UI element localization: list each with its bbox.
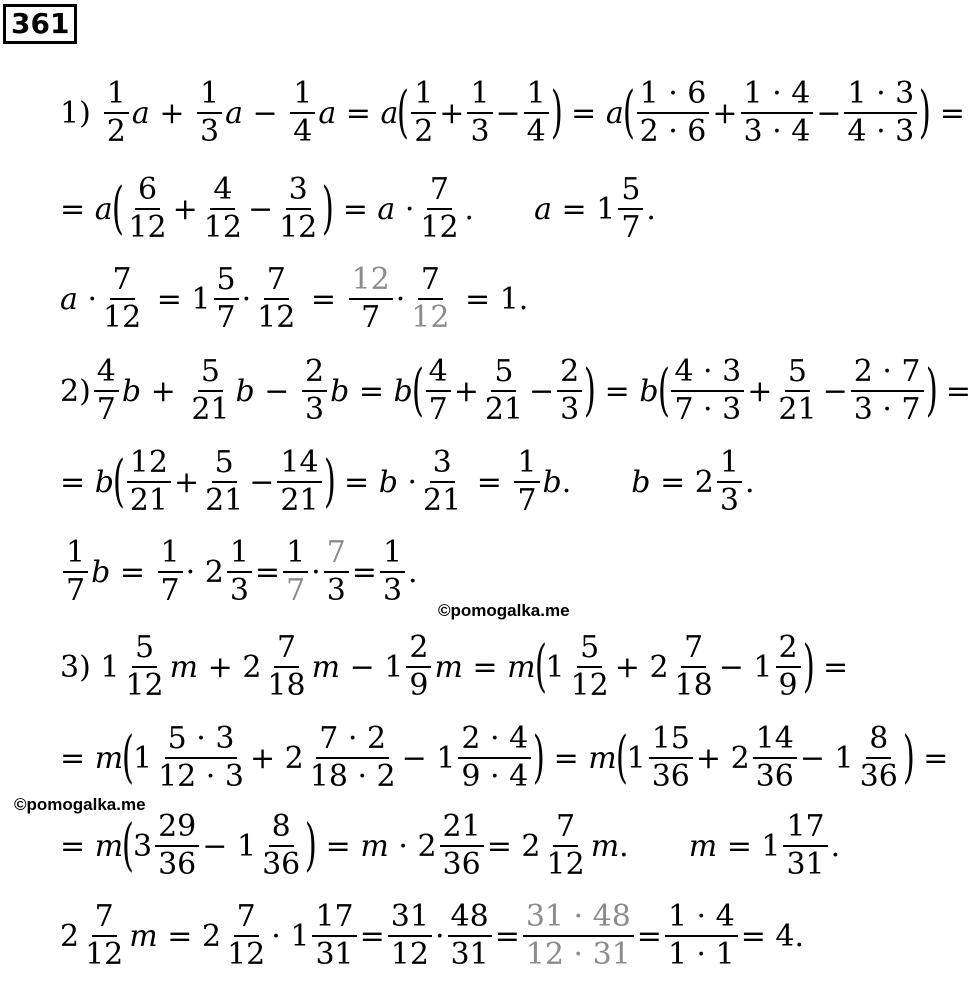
math-line-8: = m ( 1 $\frac{5 \cdot 3}{12 \cdot 3}$ + 2 $\frac{7 \cdot 2}{18 \cdot 2}$ − 1 $\frac{2 \cdot 4}{9 \cdot 4}$ ) = m ( 1 $\frac{15}{36}$ + 2 $\frac{14}{36}$ − 1 $\frac{8}{36}$ ) = [60,721,949,794]
fraction: $\frac{7}{12}$ [257,262,296,335]
math-line-6: $\frac{1}{7}$ b = $\frac{1}{7}$ · 2 $\frac{1}{3}$ = $\frac{1}{7}$ · $\frac{7}{3}$ = $\frac{1}{3}$ . [60,526,418,618]
fraction: $\frac{5}{7}$ [214,262,239,336]
fraction: $\frac{3}{12}$ [279,172,318,245]
fraction: $\frac{5 \cdot 3}{12 \cdot 3}$ [158,721,244,794]
fraction: $\frac{14}{21}$ [277,445,321,519]
fraction: $\frac{7}{12}$ [227,899,266,972]
fraction: $\frac{31}{12}$ [388,899,432,973]
fraction: $\frac{1}{2}$ [104,76,129,150]
fraction: $\frac{7}{12}$ [411,262,450,335]
problem-number: 361 [3,4,77,44]
fraction: $\frac{1}{3}$ [197,76,222,150]
fraction: $\frac{1}{7}$ [158,535,183,609]
watermark: ©pomogalka.me [14,795,146,814]
math-line-7: 3) 1 $\frac{5}{12}$ m + 2 $\frac{7}{18}$ m − 1 $\frac{2}{9}$ m = m ( 1 $\frac{5}{12}$ + 2 $\frac{7}{18}$ − 1 $\frac{2}{9}$ ) = [60,630,849,703]
math-line-10: 2 $\frac{7}{12}$ m = 2 $\frac{7}{12}$ · 1 $\frac{17}{31}$ = $\frac{31}{12}$ · $\frac{48}{31}$ = $\frac{31 \cdot 48}{12 \cdot 31}$ = $\frac{1 \cdot 4}{1 \cdot 1}$ = 4. [60,899,805,972]
fraction: $\frac{14}{36}$ [753,721,797,795]
fraction: $\frac{5}{7}$ [618,172,643,246]
fraction: $\frac{12}{7}$ [349,262,393,336]
fraction: $\frac{17}{31}$ [783,809,827,883]
fraction: $\frac{2}{9}$ [776,630,801,704]
fraction: $\frac{7}{12}$ [546,809,585,882]
fraction: $\frac{8}{36}$ [859,721,898,794]
item-label: 3) [60,649,91,685]
fraction: $\frac{5}{21}$ [484,354,524,427]
fraction: $\frac{2 \cdot 4}{9 \cdot 4}$ [458,721,531,795]
fraction: $\frac{2}{9}$ [406,630,431,704]
fraction: $\frac{29}{36}$ [155,809,199,883]
math-line-5: = b ( $\frac{12}{21}$ + $\frac{5}{21}$ − $\frac{14}{21}$ ) = b · $\frac{3}{21}$ = $\frac{1}{7}$ b . b = 2 $\frac{1}{3}$ . [60,445,755,518]
watermark: ©pomogalka.me [438,601,570,620]
fraction: $\frac{5}{21}$ [778,354,817,427]
fraction: $\frac{1}{4}$ [290,76,315,150]
fraction: $\frac{4}{7}$ [426,354,451,428]
fraction: $\frac{2}{3}$ [557,354,582,428]
fraction: $\frac{31 \cdot 48}{12 \cdot 31}$ [523,899,634,973]
fraction: $\frac{1}{7}$ [283,535,308,609]
math-line-1: 1) $\frac{1}{2}$ a + $\frac{1}{3}$ a − $\frac{1}{4}$ a = a ( $\frac{1}{2}$ + $\frac{1}{3}$ − $\frac{1}{4}$ ) = a ( $\frac{1 \cdot 6}{2 \cdot 6}$ + $\frac{1 \cdot 4}{3 \cdot 4}$ − $\frac{1 \cdot 3}{4 \cdot 3}$ ) = [60,76,965,149]
item-label: 1) [60,95,91,131]
fraction: $\frac{7}{3}$ [324,535,349,609]
fraction: $\frac{7}{12}$ [85,899,124,972]
math-line-9: = m ( 3 $\frac{29}{36}$ − 1 $\frac{8}{36}$ ) = m · 2 $\frac{21}{36}$ = 2 $\frac{7}{12}$ m . m = 1 $\frac{17}{31}$ . [60,809,841,882]
fraction: $\frac{1}{3}$ [380,535,405,609]
fraction: $\frac{1 \cdot 4}{1 \cdot 1}$ [665,899,738,973]
fraction: $\frac{4}{7}$ [94,354,119,428]
math-line-3: a · $\frac{7}{12}$ = 1 $\frac{5}{7}$ · $\frac{7}{12}$ = $\frac{12}{7}$ · $\frac{7}{12}$ = 1. [60,262,529,335]
fraction: $\frac{5}{12}$ [570,630,609,703]
fraction: $\frac{5}{21}$ [205,445,244,518]
fraction: $\frac{3}{21}$ [423,445,462,518]
fraction: $\frac{1}{4}$ [524,76,549,150]
fraction: $\frac{2 \cdot 7}{3 \cdot 7}$ [851,354,924,428]
fraction: $\frac{7}{18}$ [674,630,713,703]
fraction: $\frac{8}{36}$ [262,809,301,882]
fraction: $\frac{1 \cdot 4}{3 \cdot 4}$ [741,76,814,150]
fraction: $\frac{4 \cdot 3}{7 \cdot 3}$ [671,354,744,428]
fraction: $\frac{4}{12}$ [203,172,242,245]
fraction: $\frac{48}{31}$ [448,899,492,973]
fraction: $\frac{15}{36}$ [649,721,693,795]
fraction: $\frac{2}{3}$ [302,354,327,428]
fraction: $\frac{1 \cdot 3}{4 \cdot 3}$ [844,76,917,150]
fraction: $\frac{1}{7}$ [514,445,539,519]
fraction: $\frac{7}{12}$ [420,172,459,245]
fraction: $\frac{5}{12}$ [125,630,164,703]
fraction: $\frac{7}{12}$ [102,262,142,335]
fraction: $\frac{17}{31}$ [312,899,356,973]
fraction: $\frac{21}{36}$ [440,809,484,883]
math-line-4: 2) $\frac{4}{7}$ b + $\frac{5}{21}$ b − $\frac{2}{3}$ b = b ( $\frac{4}{7}$ + $\frac{5}{21}$ − $\frac{2}{3}$ ) = b ( $\frac{4 \cdot 3}{7 \cdot 3}$ + $\frac{5}{21}$ − $\frac{2 \cdot 7}{3 \cdot 7}$ ) = [60,354,971,427]
fraction: $\frac{1}{3}$ [227,535,252,609]
fraction: $\frac{1}{2}$ [411,76,436,150]
fraction: $\frac{5}{21}$ [191,354,230,427]
item-label: 2) [60,373,91,409]
fraction: $\frac{1}{7}$ [63,535,88,609]
fraction: $\frac{6}{12}$ [128,172,167,245]
fraction: $\frac{1}{3}$ [467,76,492,150]
fraction: $\frac{1 \cdot 6}{2 \cdot 6}$ [637,76,710,150]
fraction: $\frac{1}{3}$ [717,445,742,519]
fraction: $\frac{7 \cdot 2}{18 \cdot 2}$ [309,721,396,794]
fraction: $\frac{12}{21}$ [127,445,171,519]
fraction: $\frac{7}{18}$ [267,630,306,703]
math-line-2: = a ( $\frac{6}{12}$ + $\frac{4}{12}$ − $\frac{3}{12}$ ) = a · $\frac{7}{12}$ . a = 1 $\frac{5}{7}$ . [60,172,656,245]
